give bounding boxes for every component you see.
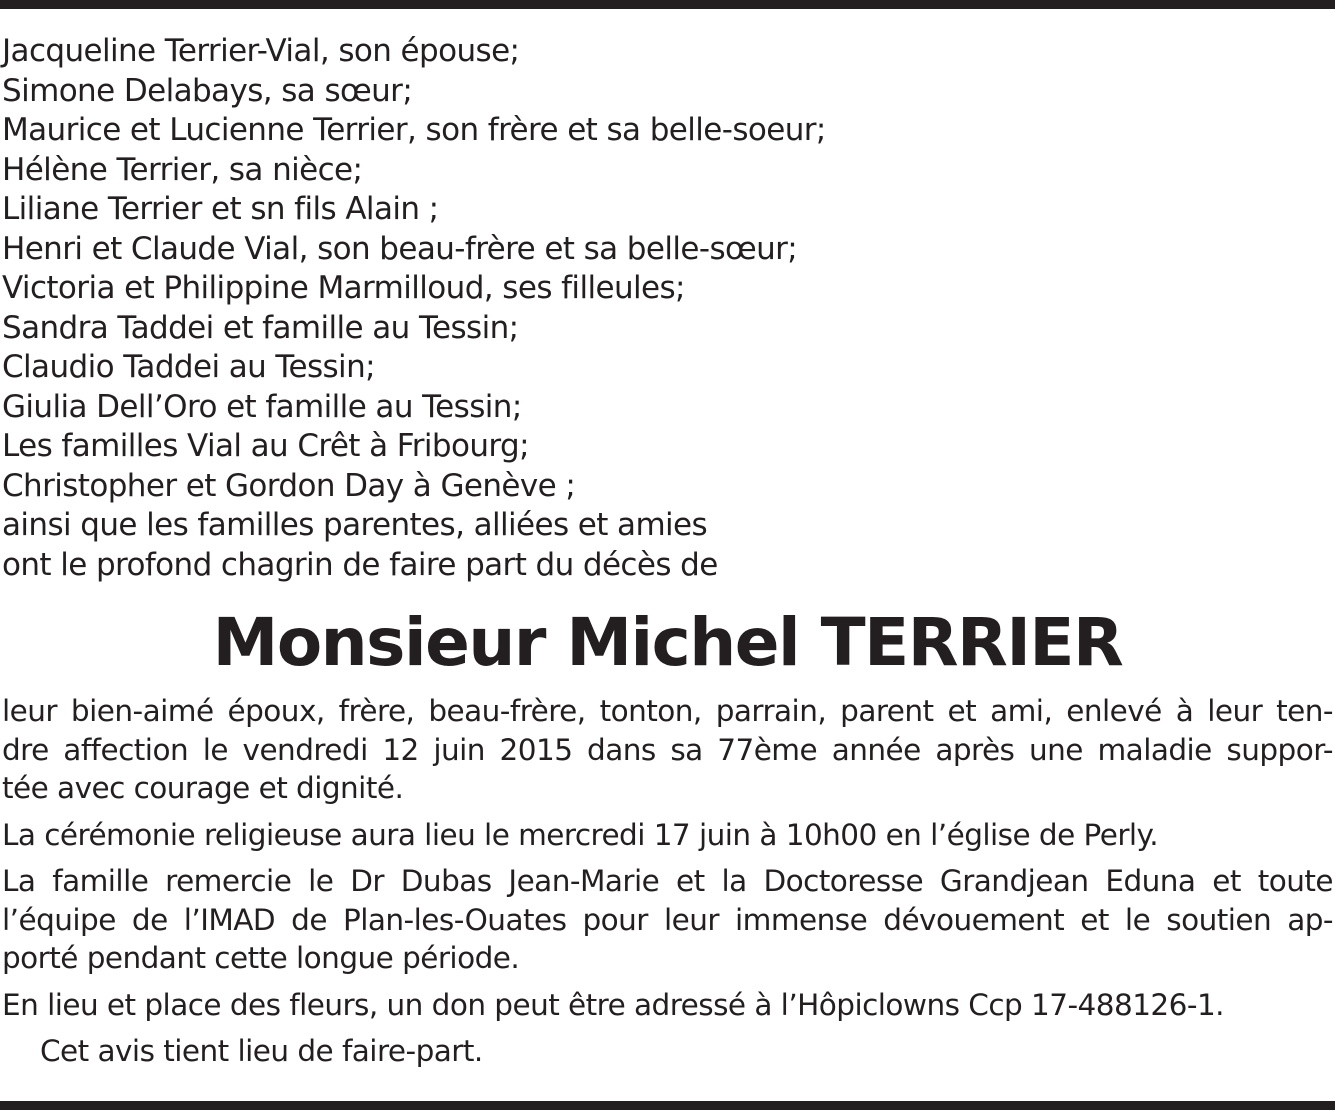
donation-paragraph <box>2 986 1333 1025</box>
tribute-line: dre affection le vendredi 12 juin 2015 dans sa 77ème année après une maladie suppor- <box>2 732 1333 767</box>
family-line: Liliane Terrier et sn fils Alain ; <box>2 191 439 227</box>
family-line: Victoria et Philippine Marmilloud, ses filleules; <box>2 270 685 306</box>
family-line: Henri et Claude Vial, son beau-frère et sa belle-sœur; <box>2 230 798 267</box>
deceased-name: Monsieur Michel TERRIER <box>212 604 1123 681</box>
family-line: Christopher et Gordon Day à Genève ; <box>2 467 576 504</box>
family-line: Maurice et Lucienne Terrier, son frère et sa belle-soeur; <box>2 112 826 148</box>
tribute-line: tée avec courage et dignité. <box>2 771 404 805</box>
ceremony-paragraph <box>2 816 1333 855</box>
tribute-line: leur bien-aimé époux, frère, beau-frère, tonton, parrain, parent et ami, enlevé à leur ten- <box>2 694 1333 728</box>
bottom-rule <box>0 1101 1335 1110</box>
family-line: Claudio Taddei au Tessin; <box>2 349 375 385</box>
family-line: Hélène Terrier, sa nièce; <box>2 151 363 188</box>
thanks-line: porté pendant cette longue période. <box>2 941 520 975</box>
top-rule <box>0 0 1335 9</box>
family-line: Les familles Vial au Crêt à Fribourg; <box>2 428 529 464</box>
donation-line: En lieu et place des fleurs, un don peut être adressé à l’Hôpiclowns Ccp 17-488126-1. <box>2 987 1224 1022</box>
family-list <box>2 32 1322 585</box>
family-line: Simone Delabays, sa sœur; <box>2 72 413 109</box>
family-line: Giulia Dell’Oro et famille au Tessin; <box>2 388 522 425</box>
closing-note: Cet avis tient lieu de faire-part. <box>40 1034 483 1068</box>
thanks-line: l’équipe de l’IMAD de Plan-les-Ouates pour leur immense dévouement et le soutien ap- <box>2 902 1333 937</box>
thanks-line: La famille remercie le Dr Dubas Jean-Marie et la Doctoresse Grandjean Eduna et toute <box>2 864 1333 898</box>
thanks-paragraph <box>2 862 1333 978</box>
family-line: Jacqueline Terrier-Vial, son épouse; <box>2 33 520 69</box>
family-line: Sandra Taddei et famille au Tessin; <box>2 309 519 346</box>
notice-body <box>2 692 1333 1071</box>
family-line: ainsi que les familles parentes, alliées et amies <box>2 507 708 543</box>
ceremony-line: La cérémonie religieuse aura lieu le mercredi 17 juin à 10h00 en l’église de Perly. <box>2 817 1159 852</box>
family-line: ont le profond chagrin de faire part du décès de <box>2 546 718 583</box>
tribute-paragraph <box>2 692 1333 808</box>
